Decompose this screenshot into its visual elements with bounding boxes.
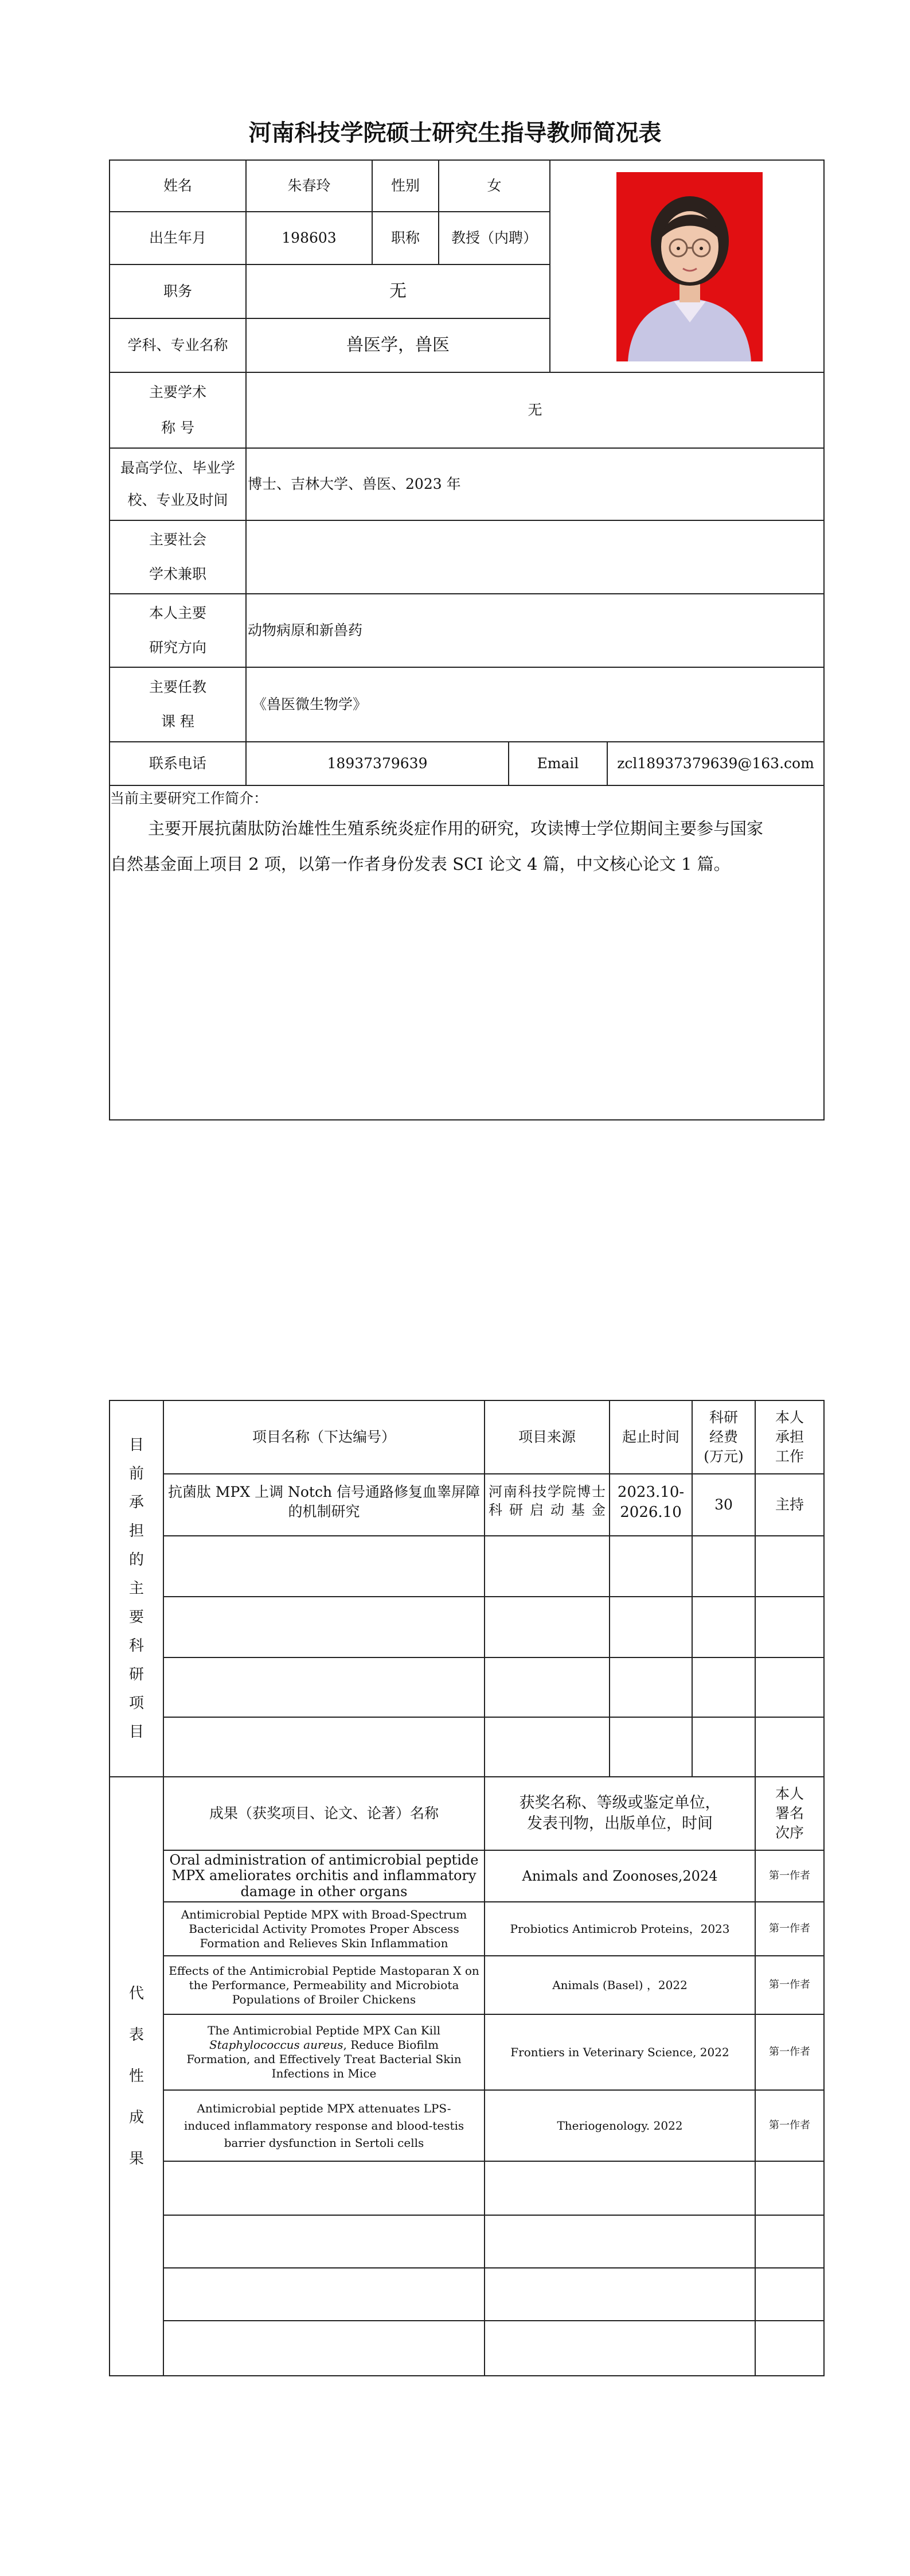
achievement-venue: Animals (Basel) ，2022 xyxy=(484,1955,756,2015)
achievements-header-order: 本人署名次序 xyxy=(755,1776,825,1851)
project-empty-cell xyxy=(484,1717,610,1777)
projects-header-period: 起止时间 xyxy=(609,1400,693,1474)
achievement-empty-cell xyxy=(755,2267,825,2321)
achievement-title-part2: , Reduce Biofilm Formation, and Effectively Treat Bacterial Skin Infections in Mice xyxy=(186,2038,462,2080)
project-empty-cell xyxy=(692,1596,756,1658)
degree-value: 博士、吉林大学、兽医、2023 年 xyxy=(245,448,825,521)
intro-heading: 当前主要研究工作简介： xyxy=(110,790,268,807)
project-period: 2023.10-2026.10 xyxy=(609,1473,693,1536)
achievement-title: Effects of the Antimicrobial Peptide Mastoparan X on the Performance, Permeability and Microbiota Populations of Broiler Chickens xyxy=(163,1955,485,2015)
degree-label-line2: 校、专业及时间 xyxy=(127,492,228,508)
courses-label xyxy=(109,667,247,742)
discipline-label: 学科、专业名称 xyxy=(109,318,247,373)
research-value: 动物病原和新兽药 xyxy=(245,593,825,668)
email-value: zcl18937379639@163.com xyxy=(607,741,825,786)
courses-value: 《兽医微生物学》 xyxy=(245,667,825,742)
projects-header-source: 项目来源 xyxy=(484,1400,610,1474)
birth-value: 198603 xyxy=(245,211,373,265)
intro-line-2: 自然基金面上项目 2 项，以第一作者身份发表 SCI 论文 4 篇，中文核心论文 1 篇。 xyxy=(110,854,731,874)
achievements-header-venue-line1: 获奖名称、等级或鉴定单位， xyxy=(519,1793,721,1812)
achievement-empty-cell xyxy=(755,2161,825,2216)
intro-box xyxy=(109,785,825,1120)
project-empty-cell xyxy=(609,1717,693,1777)
social-label xyxy=(109,520,247,594)
projects-header-role: 本人承担工作 xyxy=(755,1400,825,1474)
achievement-order: 第一作者 xyxy=(755,2014,825,2091)
achievement-empty-cell xyxy=(484,2267,756,2321)
achievement-title: Antimicrobial Peptide MPX with Broad-Spectrum Bactericidal Activity Promotes Proper Abscess Formation and Relieves Skin Inflammation xyxy=(163,1901,485,1956)
achievement-empty-cell xyxy=(755,2320,825,2376)
degree-label-line1: 最高学位、毕业学 xyxy=(120,460,235,476)
portrait-illustration xyxy=(616,172,763,361)
achievements-side-text: 代表性成果 xyxy=(128,1985,144,2168)
project-empty-cell xyxy=(163,1535,485,1597)
achievement-title-part1: The Antimicrobial Peptide MPX Can Kill xyxy=(208,2024,440,2037)
project-empty-cell xyxy=(484,1657,610,1718)
achievement-title: Antimicrobial peptide MPX attenuates LPS-induced inflammatory response and blood-testis barrier dysfunction in Sertoli cells xyxy=(163,2089,485,2162)
achievement-venue: Theriogenology. 2022 xyxy=(484,2089,756,2162)
achievement-venue: Animals and Zoonoses,2024 xyxy=(484,1850,756,1902)
achievement-empty-cell xyxy=(755,2215,825,2268)
achievement-venue: Probiotics Antimicrob Proteins，2023 xyxy=(484,1901,756,1956)
achievement-empty-cell xyxy=(163,2320,485,2376)
project-empty-cell xyxy=(163,1717,485,1777)
project-source: 河南科技学院博士科研启动基金 xyxy=(484,1473,610,1536)
email-label: Email xyxy=(508,741,608,786)
achievement-title-text xyxy=(177,2024,471,2081)
honors-value: 无 xyxy=(245,372,825,449)
post-label: 职务 xyxy=(109,264,247,319)
achievement-empty-cell xyxy=(163,2267,485,2321)
name-value: 朱春玲 xyxy=(245,159,373,212)
project-empty-cell xyxy=(609,1657,693,1718)
discipline-value: 兽医学，兽医 xyxy=(245,318,550,373)
research-label-line2: 研究方向 xyxy=(149,639,206,656)
gender-value: 女 xyxy=(438,159,550,212)
research-label xyxy=(109,593,247,668)
project-empty-cell xyxy=(163,1657,485,1718)
honors-label-line2: 称 号 xyxy=(161,419,194,436)
project-name: 抗菌肽 MPX 上调 Notch 信号通路修复血睾屏障的机制研究 xyxy=(163,1473,485,1536)
achievement-title xyxy=(163,2014,485,2091)
achievements-header-venue-line2: 发表刊物，出版单位，时间 xyxy=(527,1815,713,1832)
achievement-order: 第一作者 xyxy=(755,1850,825,1902)
project-empty-cell xyxy=(755,1596,825,1658)
project-empty-cell xyxy=(609,1535,693,1597)
portrait-photo xyxy=(616,172,763,361)
achievements-header-name: 成果（获奖项目、论文、论著）名称 xyxy=(163,1776,485,1851)
achievement-order: 第一作者 xyxy=(755,1901,825,1956)
projects-side-label xyxy=(109,1400,164,1777)
courses-label-line2: 课 程 xyxy=(161,713,194,730)
achievement-order: 第一作者 xyxy=(755,1955,825,2015)
gender-label: 性别 xyxy=(372,159,439,212)
projects-header-funds: 科研经费(万元) xyxy=(692,1400,756,1474)
achievement-empty-cell xyxy=(484,2161,756,2216)
achievement-venue: Frontiers in Veterinary Science, 2022 xyxy=(484,2014,756,2091)
achievement-order: 第一作者 xyxy=(755,2089,825,2162)
honors-label xyxy=(109,372,247,449)
project-empty-cell xyxy=(755,1717,825,1777)
post-value: 无 xyxy=(245,264,550,319)
achievement-empty-cell xyxy=(484,2215,756,2268)
project-empty-cell xyxy=(484,1596,610,1658)
project-empty-cell xyxy=(692,1657,756,1718)
achievement-title-italic: Staphylococcus aureus xyxy=(209,2038,343,2052)
achievement-title: Oral administration of antimicrobial peptide MPX ameliorates orchitis and inflammatory damage in other organs xyxy=(163,1850,485,1902)
project-empty-cell xyxy=(484,1535,610,1597)
projects-header-name: 项目名称（下达编号） xyxy=(163,1400,485,1474)
achievements-header-venue xyxy=(484,1776,756,1851)
social-value xyxy=(245,520,825,594)
project-empty-cell xyxy=(163,1596,485,1658)
name-label: 姓名 xyxy=(109,159,247,212)
project-empty-cell xyxy=(609,1596,693,1658)
phone-value: 18937379639 xyxy=(245,741,509,786)
project-empty-cell xyxy=(692,1717,756,1777)
achievement-empty-cell xyxy=(163,2161,485,2216)
achievement-empty-cell xyxy=(163,2215,485,2268)
form-title: 河南科技学院硕士研究生指导教师简况表 xyxy=(248,120,662,146)
honors-label-line1: 主要学术 xyxy=(149,384,206,400)
project-empty-cell xyxy=(692,1535,756,1597)
social-label-line1: 主要社会 xyxy=(149,531,206,548)
degree-label xyxy=(109,448,247,521)
project-empty-cell xyxy=(755,1535,825,1597)
research-label-line1: 本人主要 xyxy=(149,605,206,621)
projects-side-text: 目前承担的主要科研项目 xyxy=(128,1437,144,1741)
project-empty-cell xyxy=(755,1657,825,1718)
achievements-side-label xyxy=(109,1776,164,2376)
achievement-empty-cell xyxy=(484,2320,756,2376)
social-label-line2: 学术兼职 xyxy=(149,566,206,582)
intro-line-1: 主要开展抗菌肽防治雄性生殖系统炎症作用的研究，攻读博士学位期间主要参与国家 xyxy=(148,819,764,838)
project-role: 主持 xyxy=(755,1473,825,1536)
phone-label: 联系电话 xyxy=(109,741,247,786)
rank-label: 职称 xyxy=(372,211,439,265)
rank-value: 教授（内聘） xyxy=(438,211,550,265)
project-funds: 30 xyxy=(692,1473,756,1536)
courses-label-line1: 主要任教 xyxy=(149,679,206,695)
birth-label: 出生年月 xyxy=(109,211,247,265)
